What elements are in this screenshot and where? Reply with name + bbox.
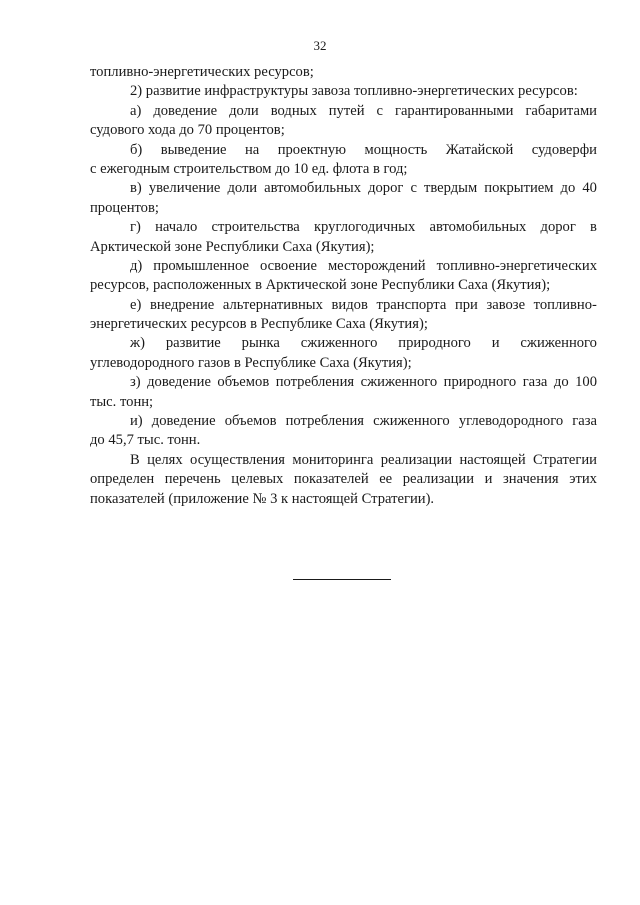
text-line	[90, 102, 597, 121]
word: топливно-энергетических	[436, 257, 597, 274]
word: объемов	[217, 374, 270, 391]
word: потребления	[285, 413, 365, 430]
word: этих	[569, 471, 597, 488]
word: развитие	[165, 335, 221, 352]
text-line	[90, 296, 597, 315]
page-number: 32	[313, 38, 327, 53]
word: видов	[331, 296, 368, 313]
word: строительства	[211, 219, 300, 236]
word: водных	[270, 102, 317, 119]
word: природного	[443, 374, 517, 391]
word: топливно-	[533, 296, 597, 313]
word: проектную	[277, 141, 347, 158]
word: до	[560, 180, 576, 197]
text-line: процентов;	[90, 199, 159, 216]
word: транспорта	[376, 296, 447, 313]
text-line	[90, 179, 597, 198]
text-line	[90, 218, 597, 237]
word: автомобильных	[429, 219, 527, 236]
word: реализации	[380, 451, 453, 468]
word: габаритами	[525, 102, 597, 119]
word: с	[376, 102, 383, 119]
word: сжиженного	[300, 335, 378, 352]
word: путей	[328, 102, 365, 119]
word: доли	[227, 180, 258, 197]
word: д)	[130, 257, 143, 274]
word: мониторинга	[292, 451, 374, 468]
word: Жатайской	[445, 141, 514, 158]
word: покрытием	[484, 180, 554, 197]
word: целевых	[231, 471, 284, 488]
text-line: топливно-энергетических ресурсов;	[90, 64, 314, 80]
word: твердым	[423, 180, 478, 197]
word: ж)	[130, 335, 145, 352]
text-line: тыс. тонн;	[90, 393, 154, 410]
word: и)	[130, 413, 143, 430]
word: в)	[130, 180, 142, 197]
word: судоверфи	[531, 141, 597, 158]
word: осуществления	[190, 451, 286, 468]
word: начало	[155, 219, 198, 236]
word: природного	[398, 335, 471, 352]
word: доведение	[147, 374, 211, 391]
text-line	[90, 451, 597, 470]
word: круглогодичных	[313, 219, 416, 236]
word: ее	[379, 471, 393, 488]
word: увеличение	[148, 180, 221, 197]
word: з)	[130, 374, 141, 391]
word: сжиженного	[520, 335, 597, 352]
word: Стратегии	[533, 451, 597, 468]
word: е)	[130, 296, 142, 313]
word: значения	[503, 471, 559, 488]
document-body	[90, 63, 597, 509]
word: при	[454, 296, 478, 313]
text-line: углеводородного газов в Республике Саха (Якутия);	[90, 354, 412, 371]
text-line	[90, 412, 597, 431]
word: рынка	[241, 335, 280, 352]
text-line	[90, 334, 597, 353]
word: реализации	[402, 471, 475, 488]
word: на	[244, 141, 260, 158]
word: и	[491, 335, 500, 352]
text-line: судового хода до 70 процентов;	[90, 122, 285, 139]
word: настоящей	[459, 451, 526, 468]
text-line	[90, 257, 597, 276]
word: определен	[90, 471, 155, 488]
word: потребления	[275, 374, 355, 391]
word: дорог	[368, 180, 404, 197]
word: в	[590, 219, 597, 236]
word: перечень	[164, 471, 221, 488]
text-line: Арктической зоне Республики Саха (Якутия);	[90, 238, 375, 255]
word: и	[484, 471, 493, 488]
word: а)	[130, 102, 142, 119]
word: г)	[130, 219, 141, 236]
word: б)	[130, 141, 143, 158]
word: альтернативных	[222, 296, 323, 313]
word: В	[130, 451, 140, 468]
text-line: 2) развитие инфраструктуры завоза топливно-энергетических ресурсов:	[130, 83, 578, 100]
word: освоение	[259, 257, 317, 274]
word: месторождений	[327, 257, 426, 274]
word: автомобильных	[264, 180, 361, 197]
end-divider-line	[293, 579, 391, 580]
text-line: энергетических ресурсов в Республике Саха (Якутия);	[90, 316, 428, 333]
word: дорог	[540, 219, 576, 236]
word: объемов	[224, 413, 277, 430]
word: целях	[147, 451, 183, 468]
word: гарантированными	[394, 102, 514, 119]
word: промышленное	[153, 257, 250, 274]
text-line: с ежегодным строительством до 10 ед. флота в год;	[90, 160, 408, 177]
word: 40	[582, 180, 597, 197]
word: углеводородного	[458, 413, 564, 430]
text-line: ресурсов, расположенных в Арктической зоне Республики Саха (Якутия);	[90, 277, 551, 294]
word: завозе	[486, 296, 526, 313]
word: с	[410, 180, 417, 197]
word: сжиженного	[360, 374, 438, 391]
word: сжиженного	[373, 413, 450, 430]
text-line: до 45,7 тыс. тонн.	[90, 432, 201, 449]
word: газа	[522, 374, 548, 391]
text-line: показателей (приложение № 3 к настоящей Стратегии).	[90, 490, 435, 507]
text-line	[90, 373, 597, 392]
word: внедрение	[149, 296, 215, 313]
word: до	[553, 374, 569, 391]
word: показателей	[293, 471, 369, 488]
word: мощность	[364, 141, 428, 158]
text-line	[90, 470, 597, 489]
word: доведение	[151, 413, 216, 430]
word: доли	[229, 102, 259, 119]
word: выведение	[160, 141, 227, 158]
word: газа	[572, 413, 597, 430]
word: доведение	[153, 102, 218, 119]
text-line	[90, 141, 597, 160]
word: 100	[575, 374, 597, 391]
